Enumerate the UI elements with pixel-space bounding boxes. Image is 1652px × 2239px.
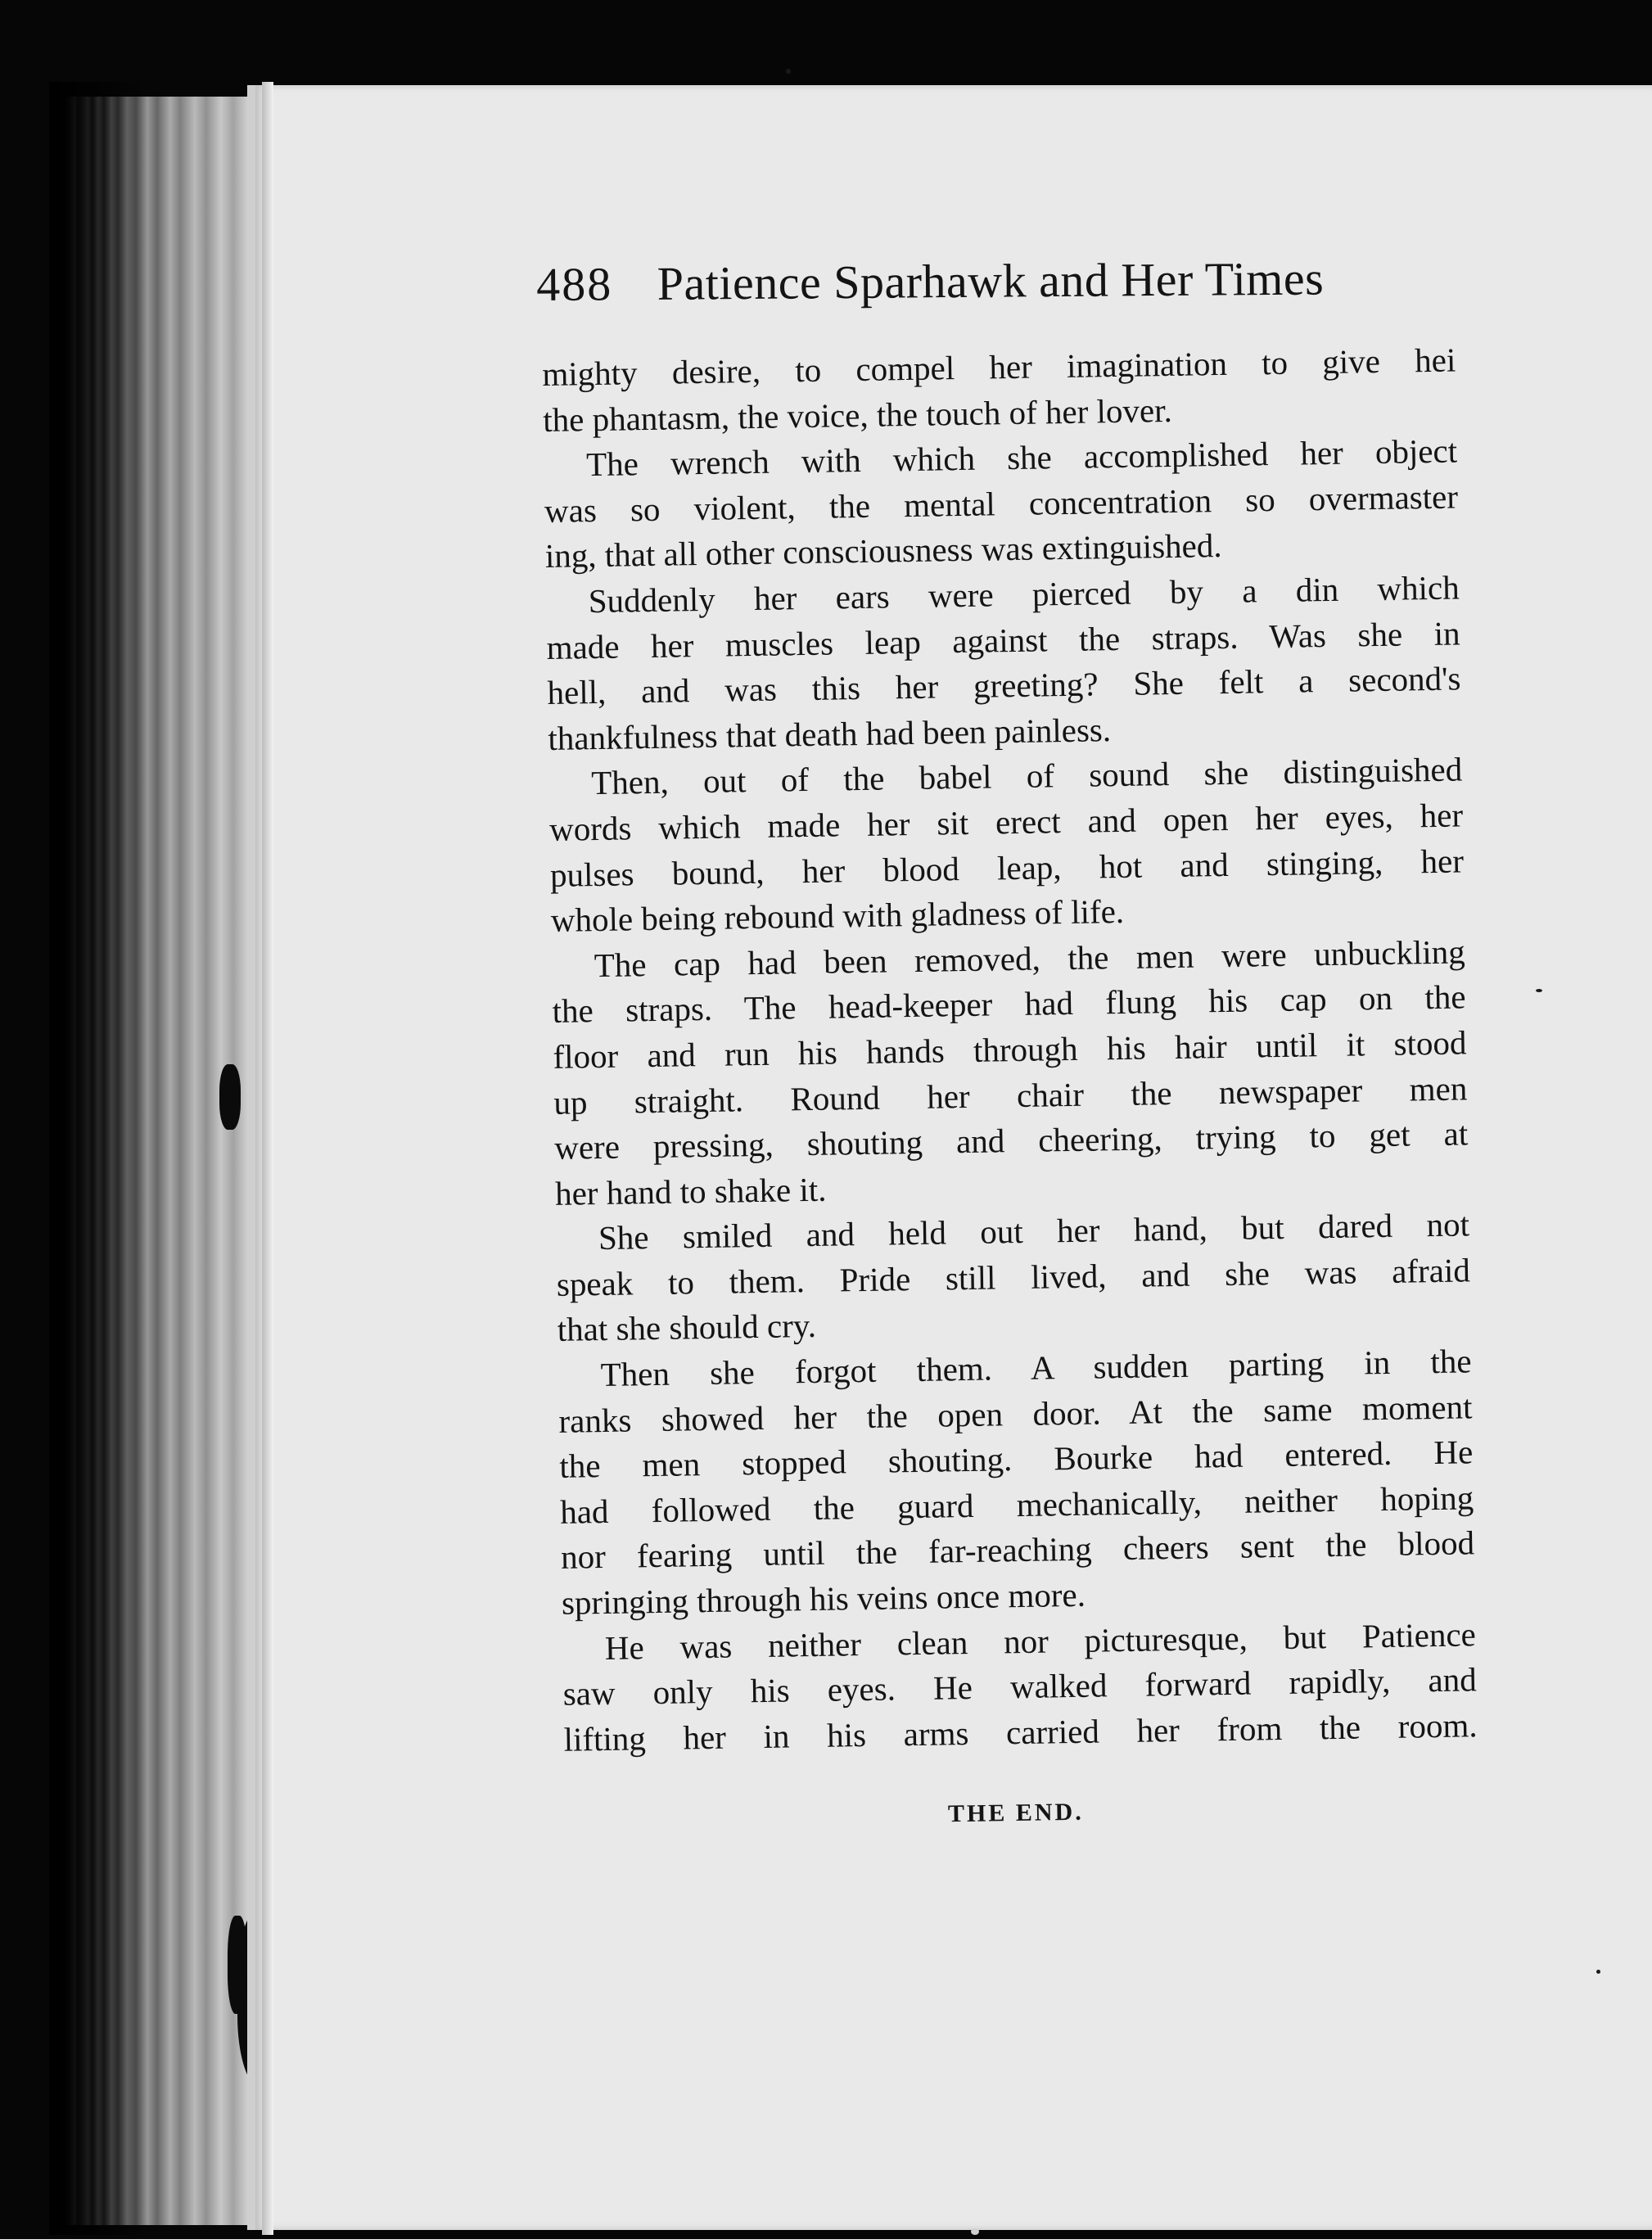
text-line: that she should cry. (557, 1307, 817, 1349)
text-line: her hand to shake it. (554, 1170, 827, 1212)
scan-speck (971, 2228, 979, 2235)
scan-speck (1536, 989, 1542, 992)
text-line: nor fearing until the far-reaching cheers sent the blood (560, 1524, 1475, 1577)
text-line: had followed the guard mechanically, neither hoping (559, 1478, 1474, 1531)
text-line: He was neither clean nor picturesque, but Patience (604, 1614, 1477, 1667)
text-line: The wrench with which she accomplished her object (585, 431, 1458, 484)
text-line: ranks showed her the open door. At the same moment (558, 1387, 1473, 1440)
edge-blot (228, 1916, 247, 2014)
text-line: mighty desire, to compel her imagination to give hei (542, 341, 1456, 393)
scan-speck (1596, 1970, 1600, 1974)
text-line: the men stopped shouting. Bourke had entered. He (559, 1433, 1474, 1486)
text-line: The cap had been removed, the men were unbuckling (594, 932, 1465, 984)
the-end-mark: THE END. (947, 1798, 1084, 1828)
text-line: speak to them. Pride still lived, and she was afraid (556, 1251, 1471, 1303)
text-line: lifting her in his arms carried her from the room. (563, 1706, 1478, 1758)
text-line: were pressing, shouting and cheering, trying to get at (553, 1114, 1469, 1167)
text-line: hell, and was this her greeting? She felt a second's (547, 659, 1461, 712)
text-line: floor and run his hands through his hair until it stood (553, 1023, 1467, 1076)
text-line: saw only his eyes. He walked forward rapidly, and (562, 1660, 1477, 1713)
text-line: made her muscles leap against the straps. Was she in (546, 613, 1460, 666)
scan-speck (786, 69, 791, 74)
page-edge (262, 82, 273, 2235)
fore-edge-shadow (49, 82, 147, 2235)
text-line: up straight. Round her chair the newspaper men (553, 1068, 1468, 1122)
body-text (542, 337, 1478, 1763)
text-line: the straps. The head-keeper had flung his cap on the (552, 977, 1466, 1031)
text-line: pulses bound, her blood leap, hot and stinging, her (549, 841, 1465, 894)
running-title: Patience Sparhawk and Her Times (657, 251, 1325, 310)
text-line: springing through his veins once more. (561, 1575, 1086, 1622)
text-line: Suddenly her ears were pierced by a din which (588, 568, 1460, 621)
text-line: She smiled and held out her hand, but dared not (598, 1205, 1470, 1257)
edge-blot (219, 1064, 241, 1130)
page-number: 488 (536, 257, 613, 311)
text-line: Then she forgot them. A sudden parting in the (600, 1342, 1472, 1394)
text-line: ing, that all other consciousness was extinguished. (544, 526, 1222, 576)
text-line: the phantasm, the voice, the touch of her lover. (542, 390, 1173, 439)
text-line: was so violent, the mental concentration so overmaster (544, 477, 1459, 530)
running-header (536, 251, 1397, 323)
text-line: whole being rebound with gladness of life. (550, 892, 1125, 940)
text-line: words which made her sit erect and open her eyes, her (548, 796, 1464, 848)
text-line: thankfulness that death had been painless. (548, 710, 1112, 757)
text-line: Then, out of the babel of sound she distinguished (590, 750, 1463, 802)
